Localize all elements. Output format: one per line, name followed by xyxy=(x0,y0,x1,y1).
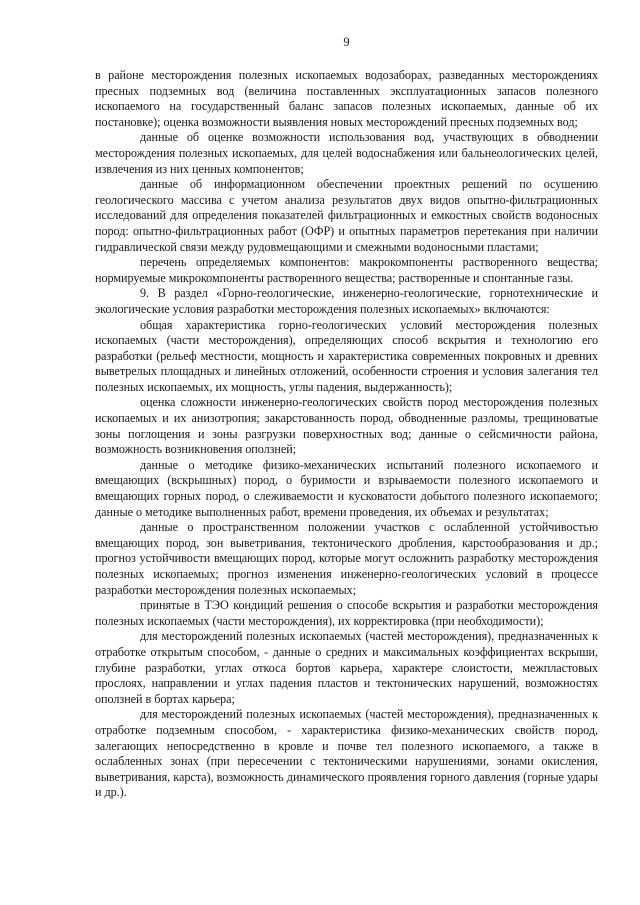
page-body xyxy=(95,68,598,801)
paragraph-12: для месторождений полезных ископаемых (частей месторождения), предназначенных к отработке подземным способом, - характеристика физико-механических свойств пород, залегающих непосредственно в кровле и почве тел полезного ископаемого, а также в ослабленных зонах (при пересечении с тектоническими нарушениями, зонами окисления, выветривания, карста), возможность динамического проявления горного давления (горные удары и др.). xyxy=(95,707,598,800)
paragraph-6: общая характеристика горно-геологических условий месторождения полезных ископаемых (части месторождения), определяющих способ вскрытия и технологию его разработки (рельеф местности, мощность и характеристика современных покровных и древних выветрелых площадных и линейных отложений, особенности строения и условия залегания тел полезных ископаемых, их мощность, углы падения, выдержанность); xyxy=(95,317,598,394)
paragraph-5: 9. В раздел «Горно-геологические, инженерно-геологические, горнотехнические и экологические условия разработки месторождения полезных ископаемых» включаются: xyxy=(95,286,598,316)
paragraph-2: данные об оценке возможности использования вод, участвующих в обводнении месторождения полезных ископаемых, для целей водоснабжения или бальнеологических целей, извлечения из них ценных компонентов; xyxy=(95,130,598,176)
paragraph-1: в районе месторождения полезных ископаемых водозаборах, разведанных месторождениях пресных подземных вод (величина поставленных эксплуатационных запасов полезного ископаемого на государственный баланс запасов полезных ископаемых, данные об их постановке); оценка возможности выявления новых месторождений пресных подземных вод; xyxy=(95,68,598,129)
paragraph-4: перечень определяемых компонентов: макрокомпоненты растворенного вещества; нормируемые микрокомпоненты растворенного вещества; растворенные и спонтанные газы. xyxy=(95,255,598,285)
page-number: 9 xyxy=(343,35,350,49)
paragraph-9: данные о пространственном положении участков с ослабленной устойчивостью вмещающих пород, зон выветривания, тектонического дробления, карстообразования и др.; прогноз устойчивости вмещающих пород, которые могут осложнить разработку месторождения полезных ископаемых; прогноз изменения инженерно-геологических условий в процессе разработки месторождения полезных ископаемых; xyxy=(95,520,598,597)
paragraph-11: для месторождений полезных ископаемых (частей месторождения), предназначенных к отработке открытым способом, - данные о средних и максимальных коэффициентах вскрыши, глубине разработки, углах откоса бортов карьера, характере слоистости, межпластовых прослоях, направлении и углах падения пластов и тектонических нарушений, возможностях оползней в бортах карьера; xyxy=(95,629,598,706)
paragraph-7: оценка сложности инженерно-геологических свойств пород месторождения полезных ископаемых и их анизотропия; закарстованность пород, обводненные разломы, трещиноватые зоны поглощения и зоны разгрузки поверхностных вод; данные о сейсмичности района, возможность возникновения оползней; xyxy=(95,395,598,457)
paragraph-8: данные о методике физико-механических испытаний полезного ископаемого и вмещающих (вскрышных) пород, о буримости и взрываемости полезного ископаемого и вмещающих горных пород, о слеживаемости и кусковатости добытого полезного ископаемого; данные о методике выполненных работ, времени проведения, их объемах и результатах; xyxy=(95,457,598,519)
paragraph-3: данные об информационном обеспечении проектных решений по осушению геологического массива с учетом анализа результатов двух видов опытно-фильтрационных исследований для определения показателей фильтрационных и емкостных свойств водоносных пород: опытно-фильтрационных работ (ОФР) и опытных параметров перетекания при наличии гидравлической связи между рудовмещающими и смежными водоносными пластами; xyxy=(95,177,598,254)
paragraph-10: принятые в ТЭО кондиций решения о способе вскрытия и разработки месторождения полезных ископаемых (части месторождения), их корректировка (при необходимости); xyxy=(95,598,598,628)
